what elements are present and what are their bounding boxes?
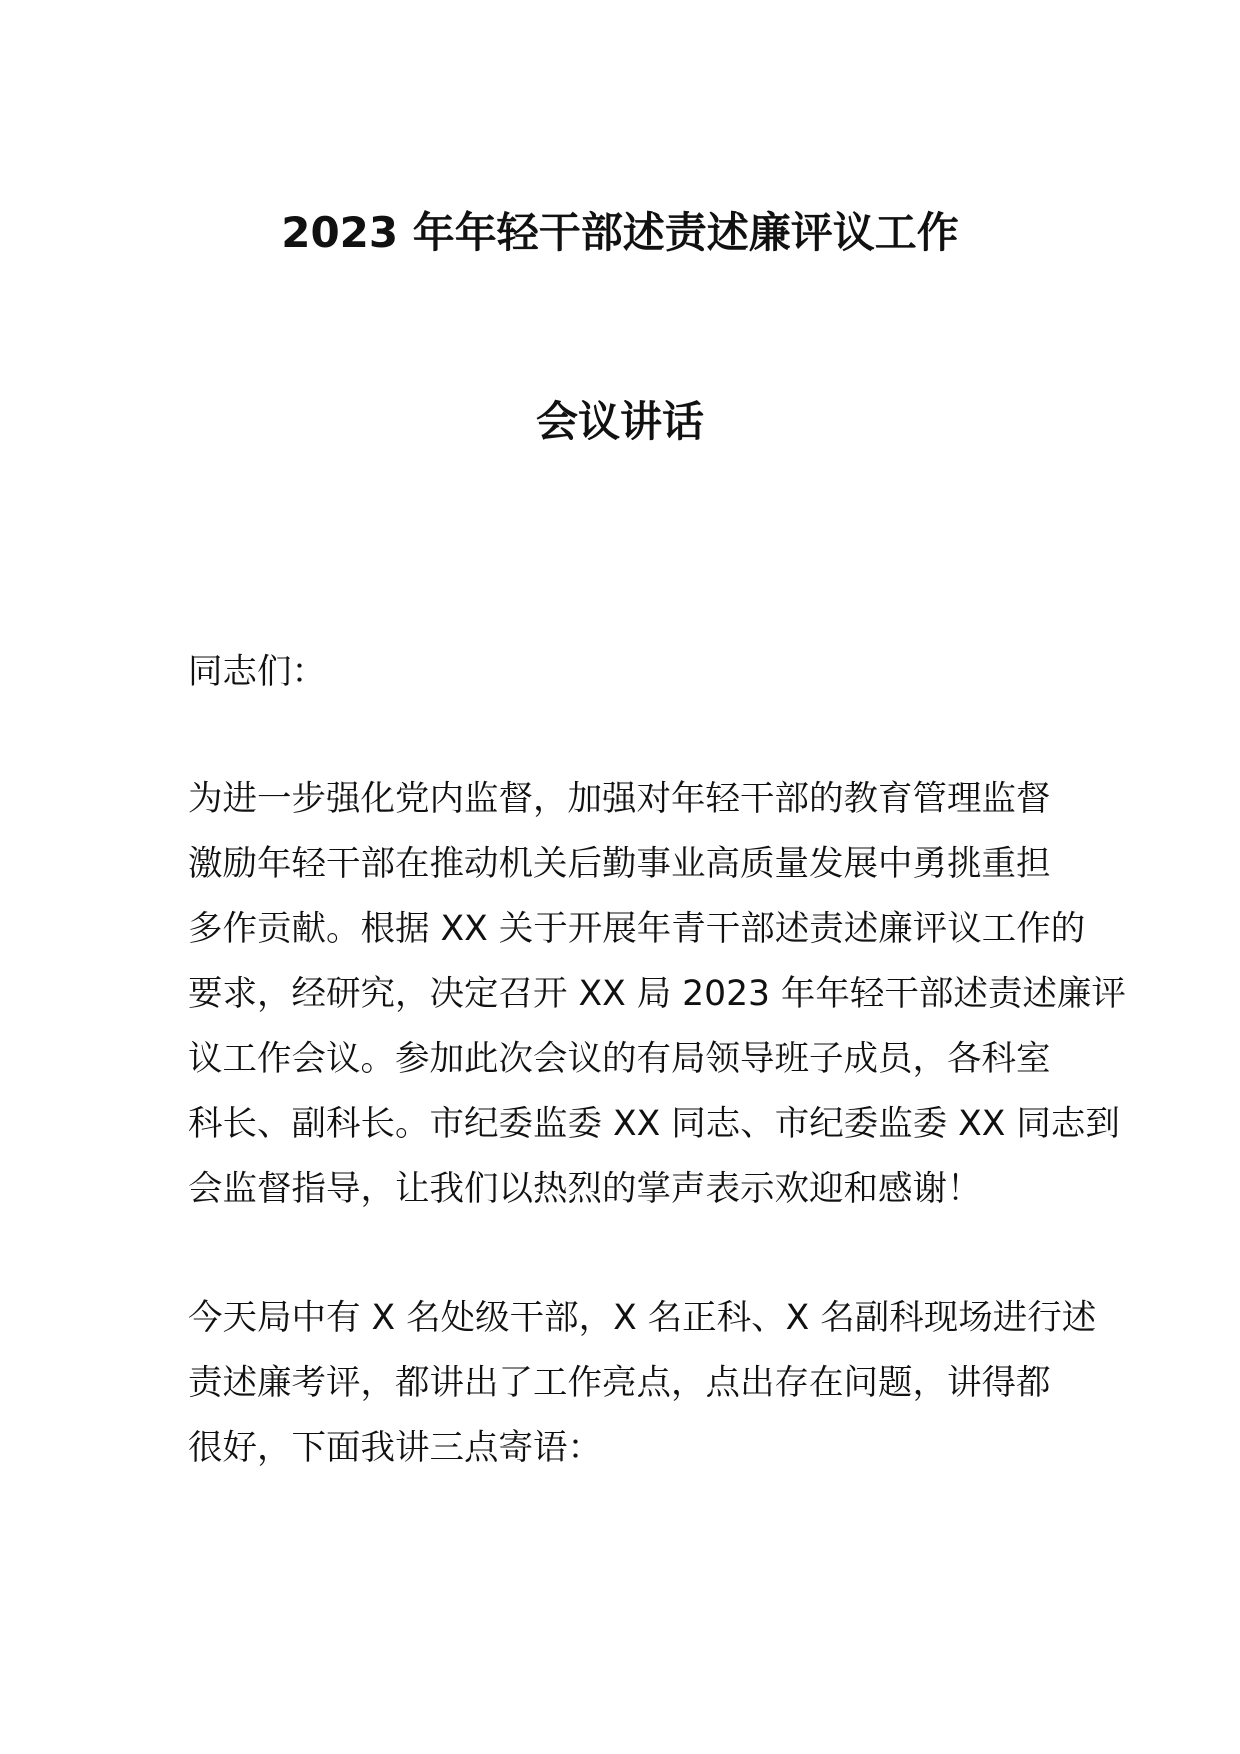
paragraph-1 (188, 767, 1126, 1222)
title-line-1: 2023 年年轻干部述责述廉评议工作 (281, 208, 959, 257)
paragraph-2 (188, 1286, 1097, 1481)
paragraph-2-line: 很好，下面我讲三点寄语： (188, 1428, 602, 1468)
title-line-2: 会议讲话 (535, 397, 704, 446)
paragraph-1-line: 议工作会议。参加此次会议的有局领导班子成员，各科室 (188, 1039, 1051, 1079)
paragraph-1-line: 会监督指导，让我们以热烈的掌声表示欢迎和感谢！ (188, 1169, 982, 1209)
paragraph-1-line: 多作贡献。根据 XX 关于开展年青干部述责述廉评议工作的 (188, 909, 1086, 949)
paragraph-1-line: 要求，经研究，决定召开 XX 局 2023 年年轻干部述责述廉评 (188, 974, 1126, 1014)
paragraph-1-line: 科长、副科长。市纪委监委 XX 同志、市纪委监委 XX 同志到 (188, 1104, 1120, 1144)
paragraph-1-line: 激励年轻干部在推动机关后勤事业高质量发展中勇挑重担 (188, 844, 1051, 884)
paragraph-1-line: 为进一步强化党内监督，加强对年轻干部的教育管理监督 (188, 779, 1051, 819)
greeting (188, 640, 1068, 705)
paragraph-2-line: 今天局中有 X 名处级干部，X 名正科、X 名副科现场进行述 (188, 1298, 1097, 1338)
paragraph-2-line: 责述廉考评，都讲出了工作亮点，点出存在问题，讲得都 (188, 1363, 1051, 1403)
greeting-text: 同志们： (188, 652, 326, 692)
